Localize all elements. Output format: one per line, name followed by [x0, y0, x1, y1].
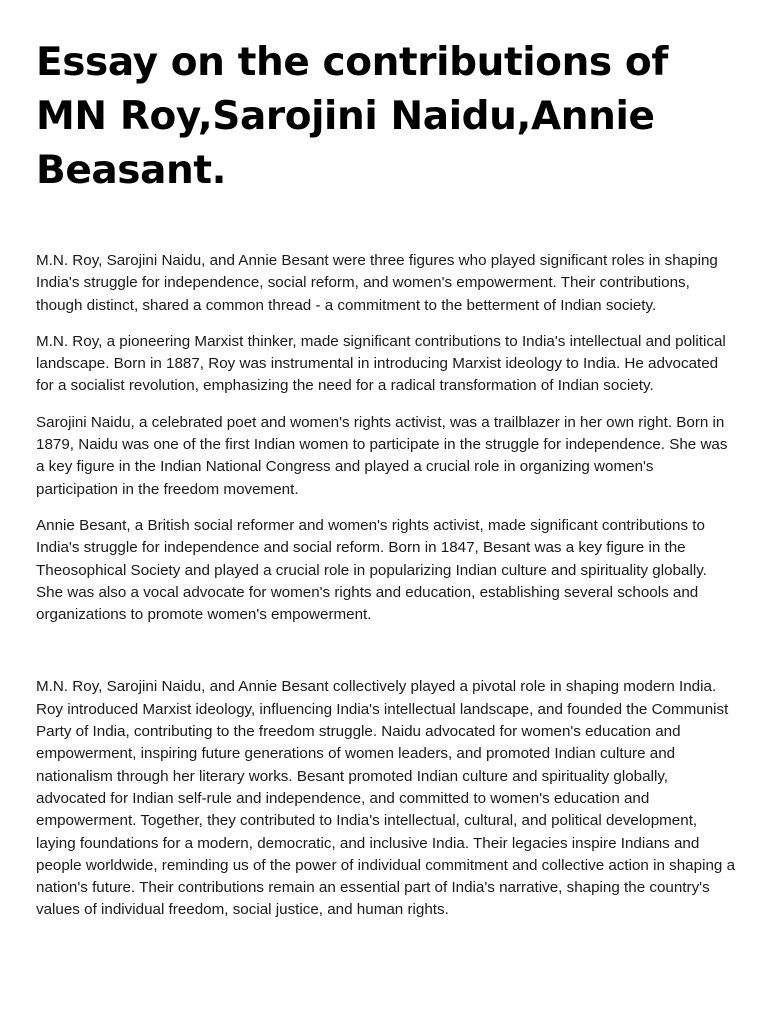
essay-title: Essay on the contributions of MN Roy,Sarojini Naidu,Annie Beasant. [36, 40, 668, 193]
essay-page [36, 36, 736, 936]
essay-paragraph-conclusion: M.N. Roy, Sarojini Naidu, and Annie Besant collectively played a pivotal role in shaping modern India. Roy introduced Marxist ideology, influencing India's intellectual landscape, and founded the Communist Party of India, contributing to the freedom struggle. Naidu advocated for women's education and empowerment, inspiring future generations of women leaders, and promoted Indian culture and nationalism through her literary works. Besant promoted Indian culture and spirituality globally, advocated for Indian self-rule and independence, and committed to women's education and empowerment. Together, they contributed to India's intellectual, cultural, and political development, laying foundations for a modern, democratic, and inclusive India. Their legacies inspire Indians and people worldwide, reminding us of the power of individual commitment and collective action in shaping a nation's future. Their contributions remain an essential part of India's narrative, shaping the country's values of individual freedom, social justice, and human rights. [36, 678, 736, 919]
essay-paragraph-annie-besant: Annie Besant, a British social reformer and women's rights activist, made significant contributions to India's struggle for independence and social reform. Born in 1847, Besant was a key figure in the Theosophical Society and played a crucial role in popularizing Indian culture and spirituality globally. She was also a vocal advocate for women's rights and education, establishing several schools and organizations to promote women's empowerment. [36, 516, 707, 624]
essay-body [36, 250, 736, 922]
essay-paragraph-intro: M.N. Roy, Sarojini Naidu, and Annie Besant were three figures who played significant roles in shaping India's struggle for independence, social reform, and women's empowerment. Their contributions, though distinct, shared a common thread - a commitment to the betterment of Indian society. [36, 252, 718, 314]
essay-paragraph-mn-roy: M.N. Roy, a pioneering Marxist thinker, made significant contributions to India's intellectual and political landscape. Born in 1887, Roy was instrumental in introducing Marxist ideology to India. He advocated for a socialist revolution, emphasizing the need for a radical transformation of Indian society. [36, 332, 726, 395]
essay-paragraph-sarojini-naidu: Sarojini Naidu, a celebrated poet and women's rights activist, was a trailblazer in her own right. Born in 1879, Naidu was one of the first Indian women to participate in the struggle for independence. She was a key figure in the Indian National Congress and played a crucial role in organizing women's participation in the freedom movement. [36, 413, 728, 498]
